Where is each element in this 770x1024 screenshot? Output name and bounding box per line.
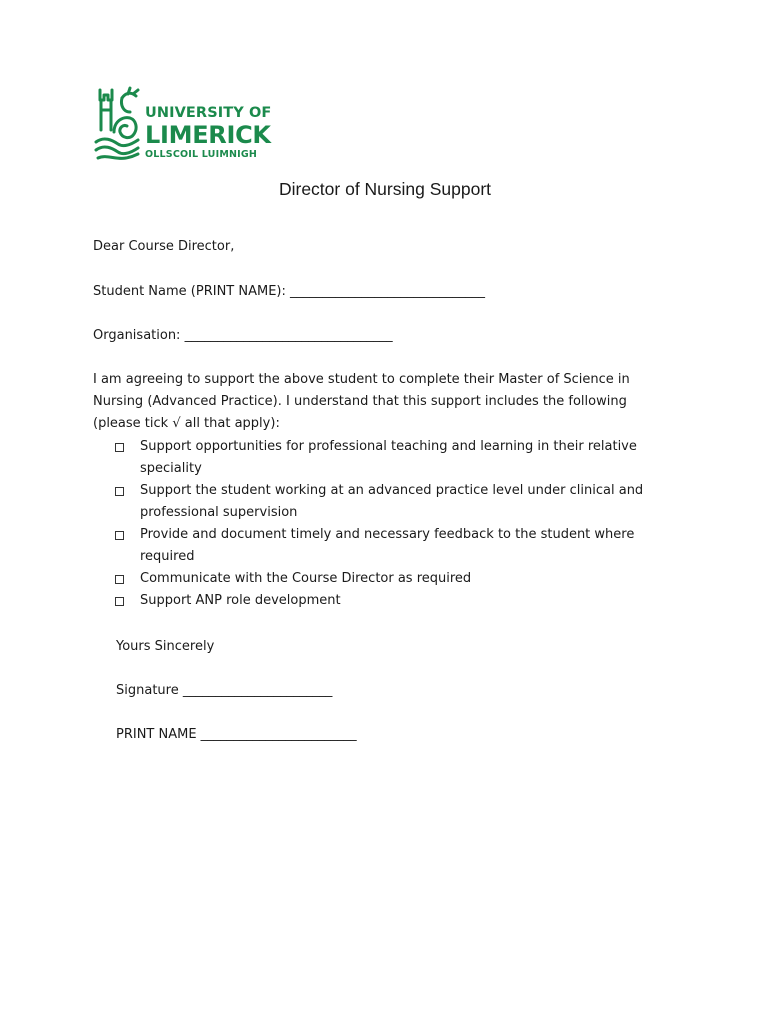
student-name-field[interactable]: Student Name (PRINT NAME): ______________________________ [93,284,485,299]
checkbox-icon[interactable] [115,531,124,540]
university-logo [92,86,272,164]
checklist-item-label: Support ANP role development [140,593,341,608]
print-name-field[interactable]: PRINT NAME ________________________ [116,727,357,742]
closing: Yours Sincerely [116,639,215,654]
logo-line-2: LIMERICK [145,120,271,149]
intro-line: Nursing (Advanced Practice). I understand that this support includes the following [93,394,627,409]
support-checklist [115,436,655,612]
checklist-item [115,590,655,612]
organisation-field[interactable]: Organisation: ________________________________ [93,328,393,343]
checklist-item-label: Support the student working at an advanced practice level under clinical and [140,483,644,498]
checkbox-icon[interactable] [115,443,124,452]
checklist-item-label: speciality [140,461,202,476]
logo-line-1: UNIVERSITY OF [145,105,272,121]
page-title: Director of Nursing Support [278,179,492,199]
checklist-item [115,524,655,568]
checklist-item-label: Provide and document timely and necessary feedback to the student where [140,527,635,542]
intro-line: I am agreeing to support the above student to complete their Master of Science in [93,372,630,387]
checklist-item [115,436,655,480]
checklist-item [115,480,655,524]
checkbox-icon[interactable] [115,597,124,606]
checkbox-icon[interactable] [115,487,124,496]
checklist-item [115,568,655,590]
intro-paragraph [93,369,653,435]
university-crest-icon [92,86,142,164]
intro-line: (please tick √ all that apply): [93,416,280,431]
checklist-item-label: professional supervision [140,505,298,520]
signature-field[interactable]: Signature _______________________ [116,683,333,698]
greeting: Dear Course Director, [93,239,235,254]
checklist-item-label: Support opportunities for professional teaching and learning in their relative [140,439,637,454]
university-wordmark [145,106,271,159]
checklist-item-label: Communicate with the Course Director as required [140,571,472,586]
checklist-item-label: required [140,549,195,564]
checkbox-icon[interactable] [115,575,124,584]
logo-line-3: OLLSCOIL LUIMNIGH [145,148,258,160]
